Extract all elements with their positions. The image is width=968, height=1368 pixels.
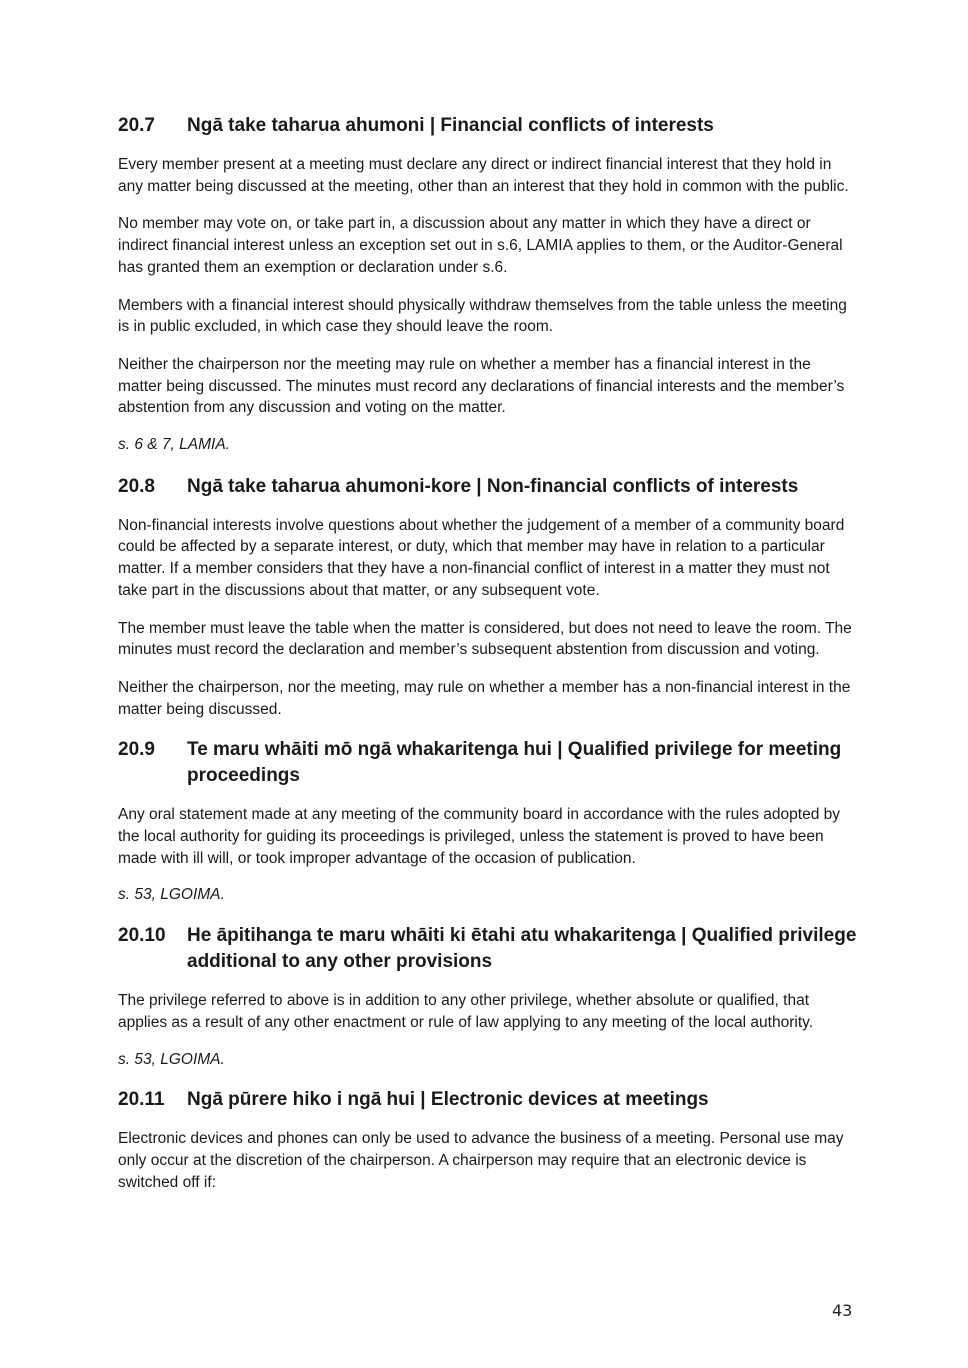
section-number: 20.10 (118, 925, 166, 947)
section-number: 20.8 (118, 475, 155, 497)
section-20-11 (118, 1087, 858, 1193)
section-20-8 (118, 474, 858, 721)
page-content (118, 113, 858, 1193)
paragraph: The privilege referred to above is in addition to any other privilege, whether absolute or qualified, that applies as a result of any other enactment or rule of law applying to any meeting of the local authority. (118, 992, 814, 1031)
citation: s. 6 & 7, LAMIA. (118, 436, 230, 454)
paragraph: The member must leave the table when the matter is considered, but does not need to leave the room. The minutes must record the declaration and member’s subsequent abstention from discussion and voting. (118, 619, 852, 659)
section-heading (118, 113, 858, 139)
paragraph: Neither the chairperson, nor the meeting, may rule on whether a member has a non-financial interest in the matter being discussed. (118, 678, 851, 718)
section-heading (118, 737, 858, 789)
section-heading (118, 923, 858, 975)
section-heading (118, 474, 858, 500)
section-number: 20.11 (118, 1089, 165, 1111)
paragraph: Electronic devices and phones can only be used to advance the business of a meeting. Personal use may only occur at the discretion of the chairperson. A chairperson may require that an electronic device is switched off if: (118, 1130, 844, 1191)
section-title: Ngā pūrere hiko i ngā hui | Electronic devices at meetings (187, 1089, 709, 1111)
section-title: He āpitihanga te maru whāiti ki ētahi atu whakaritenga | Qualified privilege additional to any other provisions (187, 925, 857, 973)
page-number: 43 (832, 1301, 853, 1320)
section-number: 20.9 (118, 739, 155, 761)
section-title: Ngā take taharua ahumoni | Financial conflicts of interests (187, 115, 714, 136)
paragraph: Any oral statement made at any meeting of the community board in accordance with the rules adopted by the local authority for guiding its proceedings is privileged, unless the statement is proved to have been made with ill will, or took improper advantage of the occasion of publication. (118, 806, 841, 867)
section-title: Ngā take taharua ahumoni-kore | Non-financial conflicts of interests (187, 475, 799, 497)
section-heading (118, 1087, 858, 1113)
paragraph: Non-financial interests involve questions about whether the judgement of a member of a community board could be affected by a separate interest, or duty, which that member may have in relation to a particular matter. If a member considers that they have a non-financial conflict of interest in a matter they must not take part in the discussions about that matter, or any subsequent vote. (118, 516, 845, 599)
paragraph: Neither the chairperson nor the meeting may rule on whether a member has a financial interest in the matter being discussed. The minutes must record any declarations of financial interests and the member’s abstention from any discussion and voting on the matter. (118, 355, 845, 417)
section-20-9 (118, 737, 858, 906)
section-20-10 (118, 923, 858, 1070)
citation: s. 53, LGOIMA. (118, 1050, 225, 1068)
section-number: 20.7 (118, 115, 155, 136)
citation: s. 53, LGOIMA. (118, 886, 225, 904)
section-title: Te maru whāiti mō ngā whakaritenga hui | Qualified privilege for meeting proceedings (187, 739, 842, 787)
paragraph: Every member present at a meeting must declare any direct or indirect financial interest that they hold in any matter being discussed at the meeting, other than an interest that they hold in common with the public. (118, 156, 849, 195)
paragraph: Members with a financial interest should physically withdraw themselves from the table unless the meeting is in public excluded, in which case they should leave the room. (118, 296, 847, 336)
paragraph: No member may vote on, or take part in, a discussion about any matter in which they have a direct or indirect financial interest unless an exception set out in s.6, LAMIA applies to them, or the Auditor-General has granted them an exemption or declaration under s.6. (118, 215, 843, 276)
section-20-7 (118, 113, 858, 456)
